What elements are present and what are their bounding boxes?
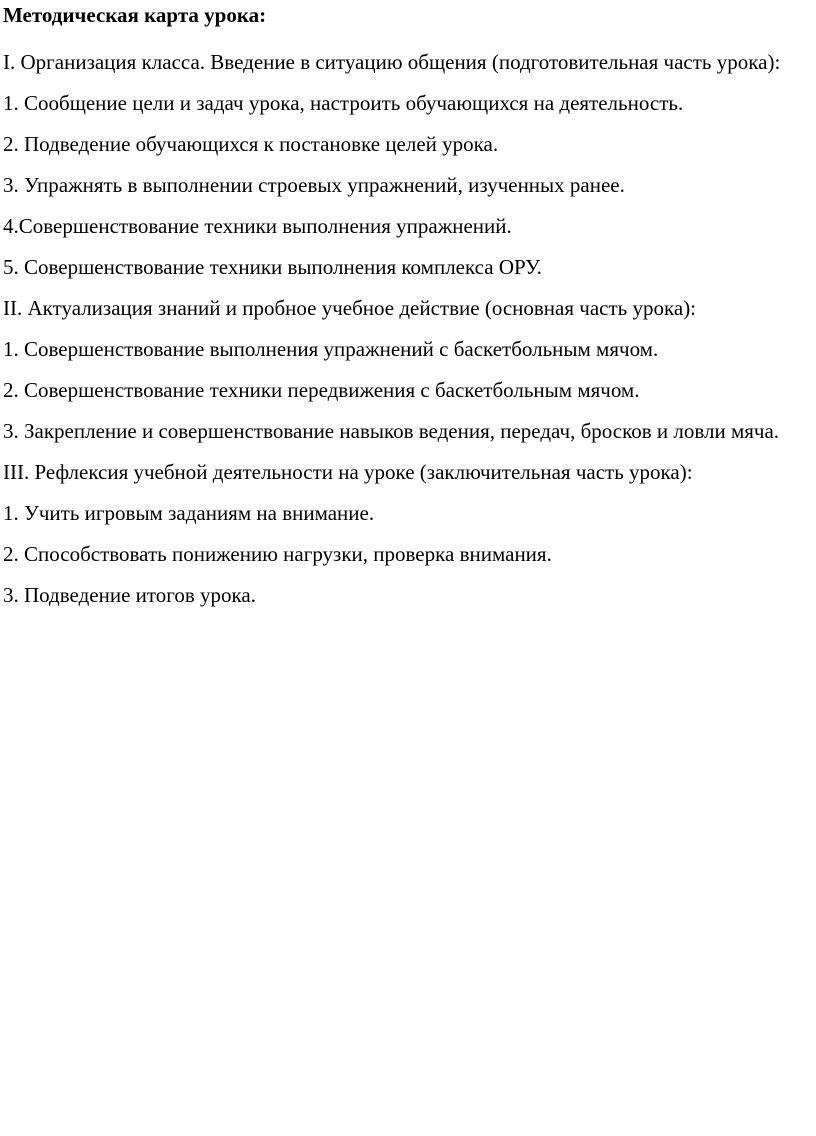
list-item: 1. Совершенствование выполнения упражнений с баскетбольным мячом. [3, 337, 659, 361]
list-item: 1. Сообщение цели и задач урока, настроить обучающихся на деятельность. [3, 91, 684, 115]
list-item: 2. Подведение обучающихся к постановке целей урока. [3, 132, 499, 156]
list-item: 1. Учить игровым заданиям на внимание. [3, 501, 375, 525]
list-item: 5. Совершенствование техники выполнения комплекса ОРУ. [3, 255, 542, 279]
list-item: 4.Совершенствование техники выполнения упражнений. [3, 214, 512, 238]
list-item: 2. Совершенствование техники передвижения с баскетбольным мячом. [3, 378, 640, 402]
list-item: 3. Упражнять в выполнении строевых упражнений, изученных ранее. [3, 173, 625, 197]
list-item: 3. Закрепление и совершенствование навыков ведения, передач, бросков и ловли мяча. [3, 419, 780, 443]
list-item: 3. Подведение итогов урока. [3, 583, 256, 607]
section-heading-2: II. Актуализация знаний и пробное учебное действие (основная часть урока): [3, 296, 697, 320]
section-heading-1: I. Организация класса. Введение в ситуацию общения (подготовительная часть урока): [3, 50, 781, 74]
list-item: 2. Способствовать понижению нагрузки, проверка внимания. [3, 542, 552, 566]
section-heading-3: III. Рефлексия учебной деятельности на уроке (заключительная часть урока): [3, 460, 693, 484]
document-title: Методическая карта урока: [3, 3, 267, 27]
